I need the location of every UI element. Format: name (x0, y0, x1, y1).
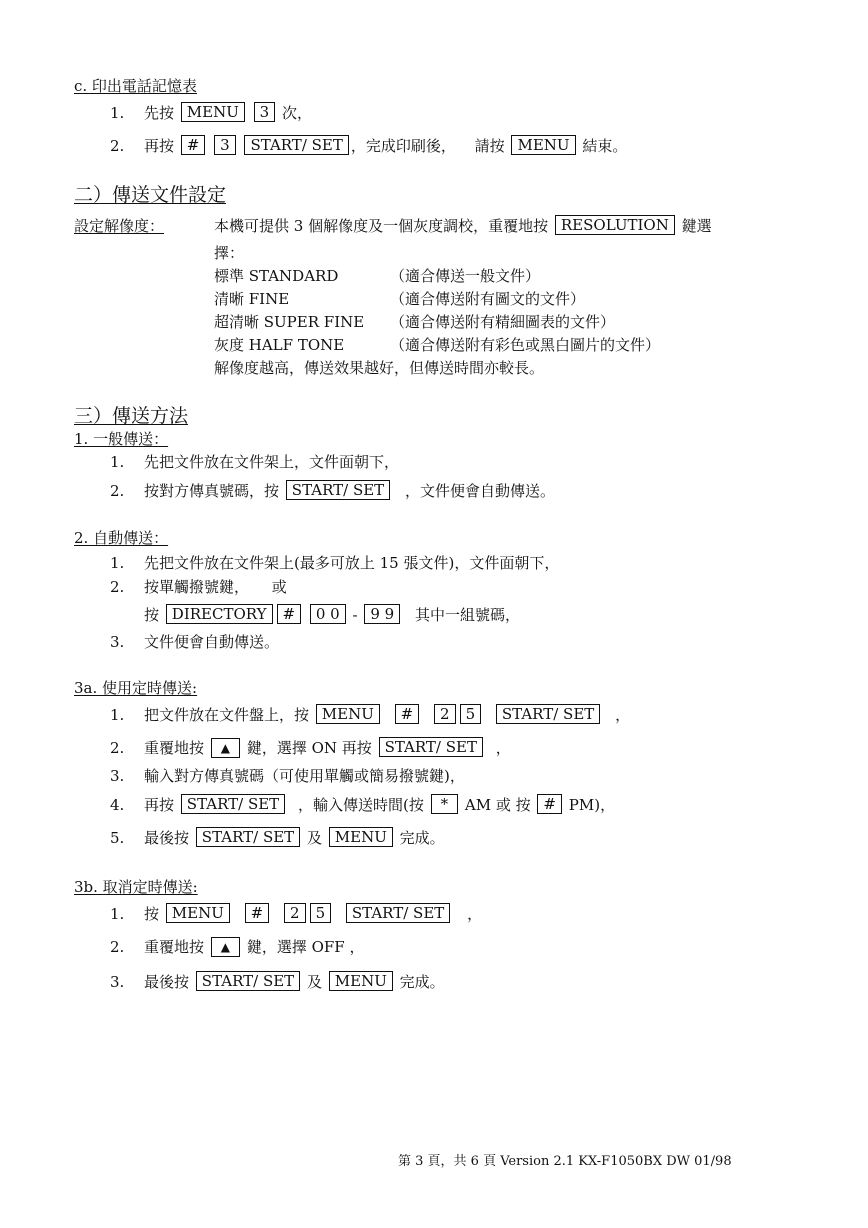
mode-name: 灰度 HALF TONE (214, 336, 345, 354)
key-star: * (431, 794, 459, 814)
key-start-set: START/ SET (244, 135, 348, 155)
mode-name: 清晰 FINE (214, 290, 290, 308)
step-text: 先按 (144, 104, 175, 122)
step-timer-4 (110, 794, 615, 816)
key-start-set: START/ SET (196, 827, 300, 847)
step-timer-3 (110, 765, 465, 787)
key-hash: # (181, 135, 206, 155)
step-auto-2 (110, 576, 287, 598)
step-text: 再按 (144, 137, 175, 155)
step-text: 先把文件放在文件架上，文件面朝下， (144, 453, 400, 471)
step-number: 3. (110, 633, 125, 651)
key-start-set: START/ SET (286, 480, 390, 500)
key-3: 3 (214, 135, 236, 155)
step-text: ， (467, 905, 483, 923)
cancel-timer-title: 3b. 取消定時傳送: (74, 878, 198, 896)
key-5: 5 (460, 704, 482, 724)
key-3: 3 (254, 102, 276, 122)
step-number: 1. (110, 905, 125, 923)
step-text: 鍵，選擇 ON 再按 (246, 739, 372, 757)
step-number: 1. (110, 104, 125, 122)
step-text: ， (615, 706, 631, 724)
normal-send-title: 1. 一般傳送： (74, 430, 169, 448)
step-text: 文件便會自動傳送。 (144, 633, 280, 651)
step-text: 輸入對方傳真號碼（可使用單觸或簡易撥號鍵)， (144, 767, 465, 785)
step-cancel-3 (110, 971, 445, 993)
step-text: 再按 (144, 796, 175, 814)
step-timer-5 (110, 827, 445, 849)
step-text: 或 (271, 578, 287, 596)
step-text: 按 (144, 905, 160, 923)
timer-send-title: 3a. 使用定時傳送: (74, 679, 198, 697)
intro-text: 本機可提供 3 個解像度及一個灰度調校，重覆地按 (214, 217, 549, 235)
step-text: 次， (281, 104, 312, 122)
resolution-intro (214, 215, 712, 237)
step-text: 請按 (474, 137, 505, 155)
step-text: 及 (306, 973, 322, 991)
step-text: 完成。 (399, 973, 445, 991)
step-text: 先把文件放在文件架上(最多可放上 15 張文件)，文件面朝下， (144, 554, 560, 572)
key-start-set: START/ SET (196, 971, 300, 991)
step-text: ， (495, 739, 511, 757)
key-menu: MENU (316, 704, 380, 724)
mode-row (214, 311, 364, 333)
section-c-title: c. 印出電話記憶表 (74, 77, 197, 95)
step-text: 及 (306, 829, 322, 847)
key-hash: # (537, 794, 562, 814)
step-timer-1 (110, 704, 630, 726)
step-text: ，輸入傳送時間(按 (297, 796, 424, 814)
mode-name: 超清晰 SUPER FINE (214, 313, 365, 331)
key-directory: DIRECTORY (166, 604, 273, 624)
section-3-title: 三）傳送方法 (74, 405, 189, 427)
step-number: 4. (110, 796, 125, 814)
step-number: 3. (110, 767, 125, 785)
step-text: 其中一組號碼， (415, 606, 521, 624)
mode-row (214, 334, 344, 356)
up-arrow-key-icon: ▲ (211, 937, 240, 957)
step-number: 1. (110, 706, 125, 724)
auto-send-title: 2. 自動傳送： (74, 529, 169, 547)
key-start-set: START/ SET (346, 903, 450, 923)
mode-desc: （適合傳送附有圖文的文件） (390, 290, 586, 308)
key-2: 2 (284, 903, 306, 923)
key-hash: # (277, 604, 302, 624)
mode-row (214, 288, 289, 310)
section-2-title: 二）傳送文件設定 (74, 184, 227, 206)
key-menu: MENU (181, 102, 245, 122)
key-menu: MENU (329, 827, 393, 847)
mode-desc: （適合傳送一般文件） (390, 267, 541, 285)
key-menu: MENU (166, 903, 230, 923)
key-2: 2 (434, 704, 456, 724)
mode-desc: （適合傳送附有精細圖表的文件） (390, 313, 616, 331)
key-hash: # (245, 903, 270, 923)
step-number: 1. (110, 453, 125, 471)
step-text: 按單觸撥號鍵， (144, 578, 250, 596)
step-c2 (110, 135, 627, 157)
key-hash: # (395, 704, 420, 724)
step-number: 2. (110, 578, 125, 596)
key-start-set: START/ SET (181, 794, 285, 814)
step-normal-2 (110, 480, 555, 502)
resolution-note: 解像度越高，傳送效果越好，但傳送時間亦較長。 (214, 359, 545, 377)
step-text: 重覆地按 (144, 739, 205, 757)
key-start-set: START/ SET (496, 704, 600, 724)
step-number: 3. (110, 973, 125, 991)
step-text: 重覆地按 (144, 938, 205, 956)
step-auto-1 (110, 552, 559, 574)
step-auto-3 (110, 631, 279, 653)
step-text: ，文件便會自動傳送。 (404, 482, 555, 500)
dash: - (352, 606, 358, 624)
key-menu: MENU (329, 971, 393, 991)
step-number: 1. (110, 554, 125, 572)
up-arrow-key-icon: ▲ (211, 738, 240, 758)
step-text: ，完成印刷後， (350, 137, 456, 155)
key-resolution: RESOLUTION (555, 215, 675, 235)
step-text: PM)， (568, 796, 616, 814)
step-text: AM 或 按 (464, 796, 531, 814)
step-cancel-1 (110, 903, 482, 925)
page-footer: 第 3 頁，共 6 頁 Version 2.1 KX-F1050BX DW 01/98 (398, 1154, 732, 1169)
step-number: 2. (110, 137, 125, 155)
step-timer-2 (110, 737, 511, 759)
step-text: 結束。 (582, 137, 628, 155)
step-number: 2. (110, 482, 125, 500)
key-00: 0 0 (310, 604, 346, 624)
step-text: 完成。 (399, 829, 445, 847)
mode-desc: （適合傳送附有彩色或黑白圖片的文件） (390, 336, 661, 354)
step-number: 2. (110, 739, 125, 757)
intro-text: 鍵選 (681, 217, 712, 235)
step-text: 按 (144, 606, 160, 624)
step-cancel-2 (110, 936, 364, 958)
step-c1 (110, 102, 312, 124)
step-text: 按對方傳真號碼，按 (144, 482, 280, 500)
step-normal-1 (110, 451, 399, 473)
resolution-intro-cont: 擇： (214, 244, 245, 262)
mode-name: 標準 STANDARD (214, 267, 339, 285)
key-99: 9 9 (364, 604, 400, 624)
key-5: 5 (310, 903, 332, 923)
step-text: 最後按 (144, 829, 190, 847)
resolution-label: 設定解像度： (74, 217, 165, 235)
step-number: 5. (110, 829, 125, 847)
step-number: 2. (110, 938, 125, 956)
mode-row (214, 265, 338, 287)
step-auto-2b (144, 604, 520, 626)
step-text: 鍵，選擇 OFF ， (246, 938, 365, 956)
key-menu: MENU (511, 135, 575, 155)
step-text: 最後按 (144, 973, 190, 991)
step-text: 把文件放在文件盤上，按 (144, 706, 310, 724)
key-start-set: START/ SET (379, 737, 483, 757)
